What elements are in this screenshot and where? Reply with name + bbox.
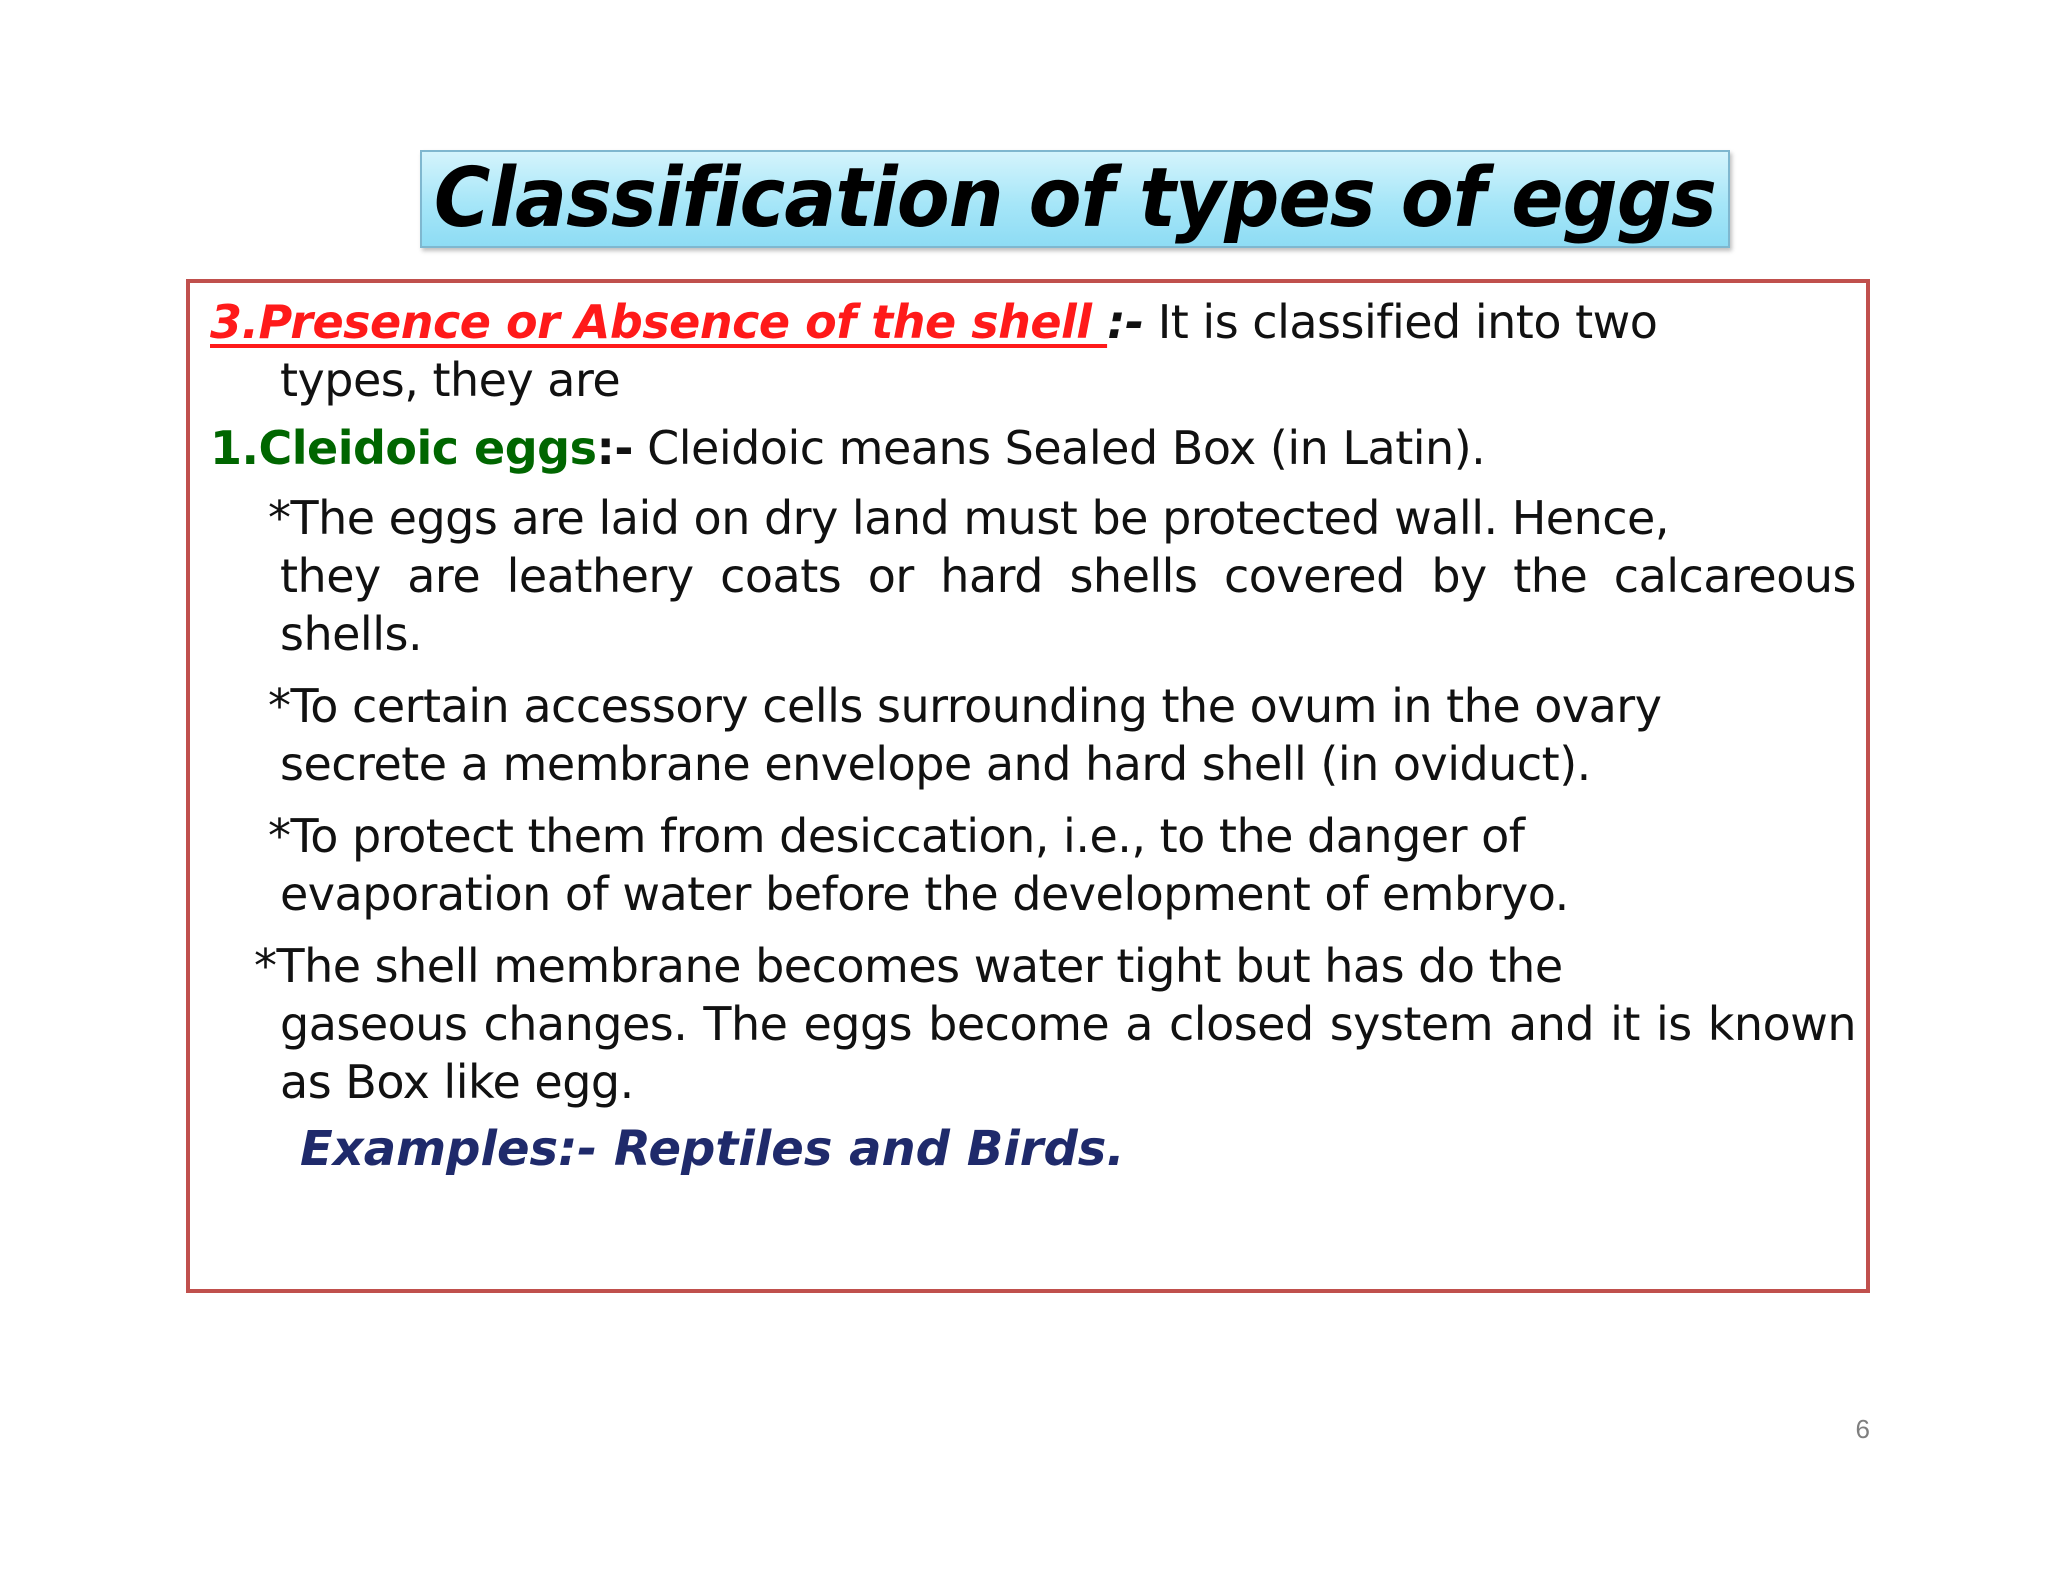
point-4-rest: gaseous changes. The eggs become a closed system and it is known as Box like egg. <box>280 997 1856 1109</box>
cleidoic-definition <box>210 419 1485 477</box>
point-2-rest: secrete a membrane envelope and hard shell (in oviduct). <box>280 737 1591 791</box>
section-heading <box>210 293 1850 351</box>
section-heading-continuation: types, they are <box>280 353 621 407</box>
point-2 <box>268 677 1856 793</box>
cleidoic-label: 1.Cleidoic eggs <box>210 421 597 475</box>
point-3-rest: evaporation of water before the development of embryo. <box>280 867 1569 921</box>
slide-title: Classification of types of eggs <box>433 151 1717 246</box>
section-heading-label: 3.Presence or Absence of the shell <box>210 295 1108 349</box>
point-4 <box>254 937 1856 1111</box>
point-3-first-line: *To protect them from desiccation, i.e., to the danger of <box>268 809 1525 863</box>
title-banner <box>420 150 1730 248</box>
cleidoic-separator: :- <box>596 421 633 475</box>
section-heading-text: It is classified into two <box>1143 295 1658 349</box>
section-heading-separator: :- <box>1107 295 1144 349</box>
page-number: 6 <box>1855 1414 1870 1444</box>
point-3 <box>268 807 1856 923</box>
point-4-first-line: *The shell membrane becomes water tight but has do the <box>254 939 1563 993</box>
point-1 <box>268 489 1856 663</box>
point-2-first-line: *To certain accessory cells surrounding the ovum in the ovary <box>268 679 1662 733</box>
cleidoic-text: Cleidoic means Sealed Box (in Latin). <box>633 421 1486 475</box>
point-1-rest: they are leathery coats or hard shells covered by the calcareous shells. <box>280 549 1856 661</box>
point-1-first-line: *The eggs are laid on dry land must be protected wall. Hence, <box>268 491 1669 545</box>
examples-line: Examples:- Reptiles and Birds. <box>300 1121 1125 1177</box>
content-box <box>186 279 1870 1293</box>
